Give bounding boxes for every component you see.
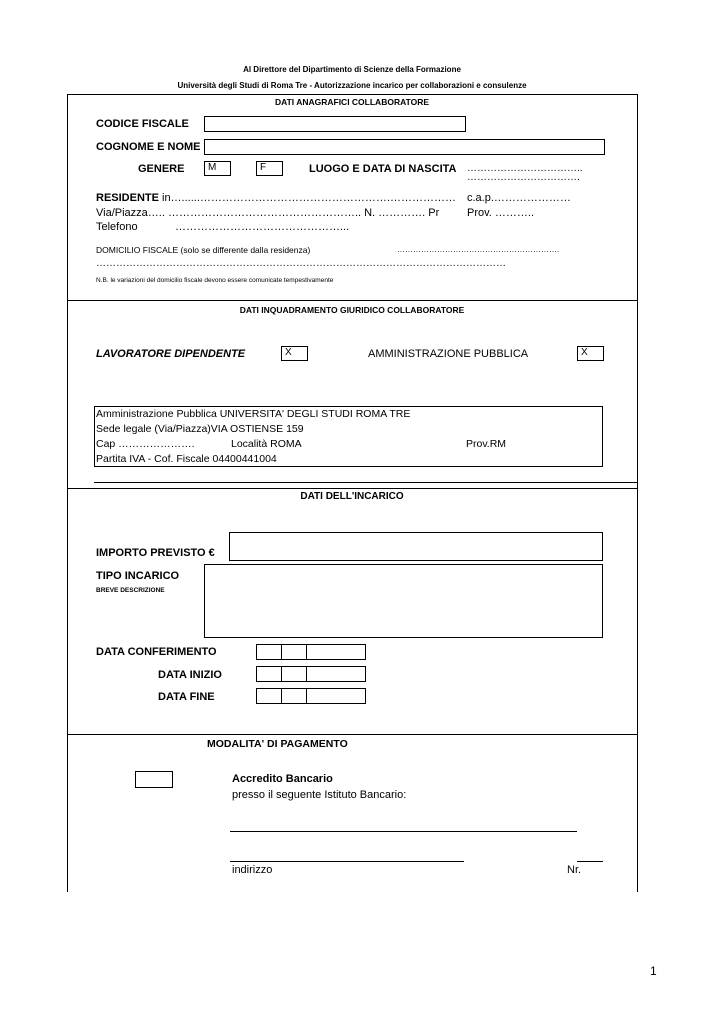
cognome-nome-label: COGNOME E NOME (96, 141, 201, 153)
section-title-anagrafici: DATI ANAGRAFICI COLLABORATORE (274, 97, 430, 107)
prov-field[interactable]: Prov. ……….. (467, 207, 535, 219)
accredito-bancario-label: Accredito Bancario (232, 773, 333, 785)
partita-iva: Partita IVA - Cof. Fiscale 04400441004 (96, 453, 277, 465)
data-fine-day[interactable] (256, 688, 282, 704)
data-inizio-month[interactable] (281, 666, 307, 682)
via-piazza-field[interactable]: Via/Piazza….. …………………………………………….. N. …………. Pr (96, 207, 440, 219)
header-line-1: Al Direttore del Dipartimento di Scienze della Formazione (243, 65, 461, 74)
indirizzo-line[interactable] (230, 861, 464, 862)
residente-in-field[interactable]: in…......…………………………………………….……………… (162, 192, 456, 204)
data-inizio-year[interactable] (306, 666, 366, 682)
data-conferimento-label: DATA CONFERIMENTO (96, 646, 217, 658)
domicilio-label: DOMICILIO FISCALE (solo se differente dalla residenza) (96, 245, 311, 255)
data-fine-year[interactable] (306, 688, 366, 704)
data-fine-label: DATA FINE (158, 691, 215, 703)
luogo-dots-2: ……………………………. (467, 172, 580, 183)
istituto-bancario-line[interactable] (230, 831, 577, 832)
importo-previsto-field[interactable] (229, 532, 603, 561)
data-fine-month[interactable] (281, 688, 307, 704)
genere-label: GENERE (138, 163, 185, 175)
amministrazione-info-box (94, 406, 603, 467)
luogo-dots-1: …………………………….. (467, 163, 583, 174)
codice-fiscale-label: CODICE FISCALE (96, 118, 189, 130)
cap-amministrazione: Cap …………………. (96, 438, 195, 450)
amministrazione-name: Amministrazione Pubblica UNIVERSITA' DEGLI STUDI ROMA TRE (96, 408, 411, 420)
data-inizio-day[interactable] (256, 666, 282, 682)
domicilio-field[interactable]: ……………………………………………………. (397, 245, 560, 254)
section-title-incarico: DATI DELL'INCARICO (300, 491, 404, 502)
divider (94, 482, 638, 483)
data-conferimento-day[interactable] (256, 644, 282, 660)
amministrazione-pubblica-checkbox[interactable]: X (577, 346, 604, 361)
amministrazione-pubblica-label: AMMINISTRAZIONE PUBBLICA (368, 348, 529, 360)
breve-descrizione-label: BREVE DESCRIZIONE (96, 587, 165, 594)
divider (67, 300, 638, 301)
nb-note: N.B. le variazioni del domicilio fiscale devono essere comunicate tempestivamente (96, 277, 334, 284)
divider (67, 94, 638, 95)
genere-m-checkbox[interactable]: M (204, 161, 231, 176)
section-title-pagamento: MODALITA' DI PAGAMENTO (207, 738, 348, 750)
tipo-incarico-label: TIPO INCARICO (96, 570, 180, 582)
section-title-inquadramento: DATI INQUADRAMENTO GIURIDICO COLLABORATORE (239, 305, 465, 315)
cognome-nome-field[interactable] (204, 139, 605, 155)
localita: Località ROMA (231, 438, 302, 450)
telefono-label: Telefono (96, 221, 138, 233)
sede-legale: Sede legale (Via/Piazza)VIA OSTIENSE 159 (96, 423, 304, 435)
codice-fiscale-field[interactable] (204, 116, 466, 132)
indirizzo-label: indirizzo (232, 864, 273, 876)
data-conferimento-month[interactable] (281, 644, 307, 660)
telefono-field[interactable]: ………………………………………... (175, 221, 350, 233)
data-conferimento-year[interactable] (306, 644, 366, 660)
data-inizio-label: DATA INIZIO (158, 669, 222, 681)
cap-field[interactable]: c.a.p.………………… (467, 192, 571, 204)
residente-label: RESIDENTE (96, 192, 159, 204)
importo-previsto-label: IMPORTO PREVISTO € (96, 547, 215, 559)
page-number: 1 (650, 964, 657, 978)
accredito-bancario-checkbox[interactable] (135, 771, 173, 788)
nr-label: Nr. (567, 864, 582, 876)
luogo-data-label: LUOGO E DATA DI NASCITA (309, 163, 457, 175)
header-line-2: Università degli Studi di Roma Tre - Autorizzazione incarico per collaborazioni e consulenze (177, 81, 527, 90)
divider (67, 734, 638, 735)
genere-f-checkbox[interactable]: F (256, 161, 283, 176)
istituto-bancario-text: presso il seguente Istituto Bancario: (232, 789, 407, 801)
nr-line[interactable] (577, 861, 603, 862)
lavoratore-dipendente-checkbox[interactable]: X (281, 346, 308, 361)
domicilio-line-2[interactable]: …………………………………………………………………………………………………………… (96, 258, 506, 269)
tipo-incarico-field[interactable] (204, 564, 603, 638)
lavoratore-dipendente-label: LAVORATORE DIPENDENTE (96, 348, 246, 360)
divider (67, 488, 638, 489)
prov-amministrazione: Prov.RM (466, 438, 507, 450)
